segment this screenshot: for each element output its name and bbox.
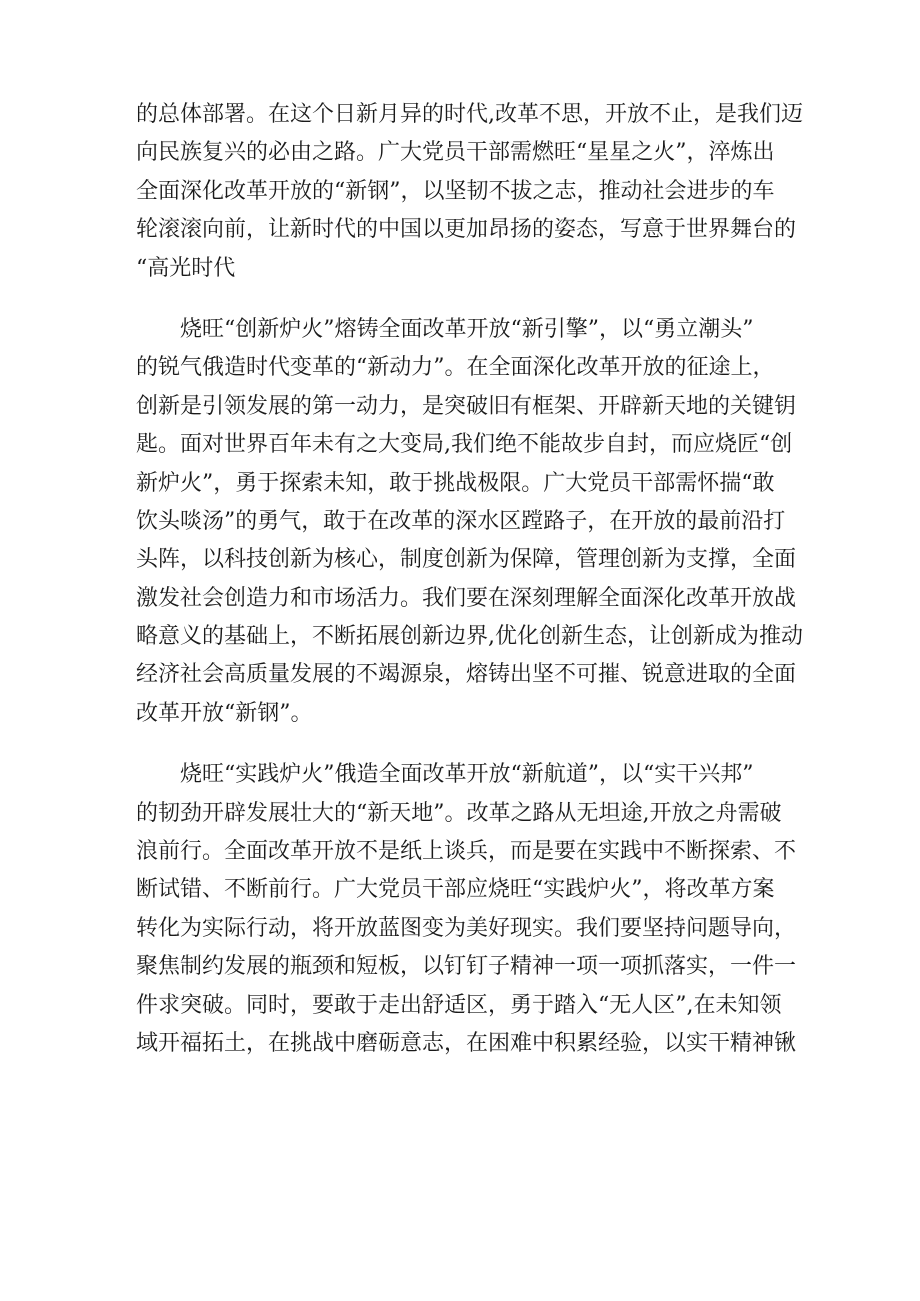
text-line: 头阵，以科技创新为核心，制度创新为保障，管理创新为支撑，全面 bbox=[136, 547, 797, 573]
paragraph-2 bbox=[136, 311, 803, 733]
text-line: 断试错、不断前行。广大党员干部应烧旺“实践炉火”，将改革方案 bbox=[136, 877, 775, 903]
text-line: 的锐气俄造时代变革的“新动力”。在全面深化改革开放的征途上， bbox=[136, 355, 775, 381]
text-line: 转化为实际行动，将开放蓝图变为美好现实。我们要坚持问题导向， bbox=[136, 915, 797, 941]
text-line: 浪前行。全面改革开放不是纸上谈兵，而是要在实践中不断探索、不 bbox=[136, 839, 797, 865]
text-line: 新炉火”，勇于探索未知，敢于挑战极限。广大党员干部需怀揣“敢 bbox=[136, 470, 775, 496]
text-line: 激发社会创造力和市场活力。我们要在深刻理解全面深化改革开放战 bbox=[136, 585, 797, 611]
paragraph-1 bbox=[136, 96, 803, 288]
paragraph-3 bbox=[136, 756, 797, 1063]
text-line: 件求突破。同时，要敢于走出舒适区，勇于踏入“无人区”,在未知领 bbox=[136, 992, 782, 1018]
text-line: 经济社会高质量发展的不竭源泉，熔铸出坚不可摧、锐意进取的全面 bbox=[136, 662, 797, 688]
text-line: 向民族复兴的必由之路。广大党员干部需燃旺“星星之火”，淬炼出 bbox=[136, 140, 775, 166]
text-line: 烧旺“实践炉火”俄造全面改革开放“新航道”，以“实干兴邦” bbox=[180, 762, 754, 788]
paragraph-gap bbox=[136, 733, 786, 756]
text-line: 全面深化改革开放的“新钢”，以坚韧不拔之志，推动社会进步的车 bbox=[136, 178, 775, 204]
text-line: 创新是引领发展的第一动力，是突破旧有框架、开辟新天地的关键钥 bbox=[136, 393, 797, 419]
text-line: 改革开放“新钢”。 bbox=[136, 700, 313, 726]
text-line: 的总体部署。在这个日新月异的时代,改革不思，开放不止，是我们迈 bbox=[136, 102, 803, 127]
text-line: 烧旺“创新炉火”熔铸全面改革开放“新引擎”，以“勇立潮头” bbox=[180, 316, 754, 342]
text-line: 轮滚滚向前，让新时代的中国以更加昂扬的姿态，写意于世界舞台的 bbox=[136, 217, 797, 243]
document-body bbox=[136, 96, 803, 1063]
text-line: 饮头啖汤”的勇气，敢于在改革的深水区蹚路子，在开放的最前沿打 bbox=[136, 508, 786, 534]
text-line: 聚焦制约发展的瓶颈和短板，以钉钉子精神一项一项抓落实，一件一 bbox=[136, 954, 797, 980]
paragraph-gap bbox=[136, 288, 786, 311]
text-line: “高光时代 bbox=[136, 255, 236, 281]
text-line: 略意义的基础上，不断拓展创新边界,优化创新生态，让创新成为推动 bbox=[136, 624, 803, 650]
text-line: 的韧劲开辟发展壮大的“新天地”。改革之路从无坦途,开放之舟需破 bbox=[136, 800, 782, 826]
text-line: 域开福拓土，在挑战中磨砺意志，在困难中积累经验，以实干精神锹 bbox=[136, 1030, 797, 1056]
text-line: 匙。面对世界百年未有之大变局,我们绝不能故步自封，而应烧匠“创 bbox=[136, 432, 793, 458]
